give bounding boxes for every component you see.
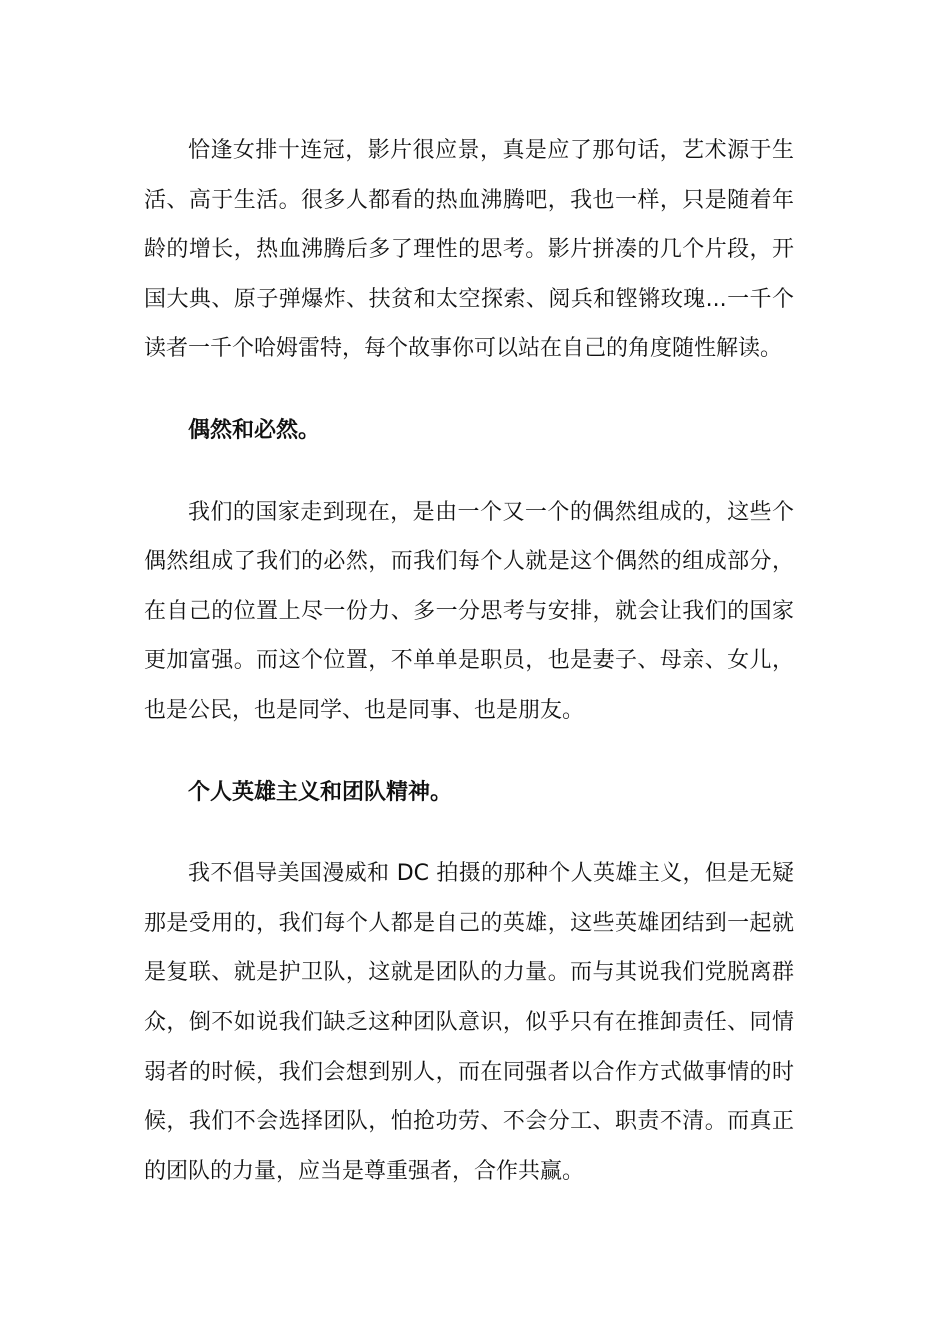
section-body-heroism-and-teamwork: 我不倡导美国漫威和 DC 拍摄的那种个人英雄主义，但是无疑那是受用的，我们每个人都是自己的英雄，这些英雄团结到一起就是复联、就是护卫队，这就是团队的力量。而与其说我们党脱离群众，倒不如说我们缺乏这种团队意识，似乎只有在推卸责任、同情弱者的时候，我们会想到别人，而在同强者以合作方式做事情的时候，我们不会选择团队，怕抢功劳、不会分工、职责不清。而真正的团队的力量，应当是尊重强者，合作共赢。 <box>144 861 794 1184</box>
section-heading-heroism-and-teamwork: 个人英雄主义和团队精神。 <box>188 779 453 805</box>
document-body <box>144 126 794 1196</box>
section-heading-chance-and-necessity: 偶然和必然。 <box>188 417 321 443</box>
paragraph-spacer <box>144 456 794 488</box>
paragraph-spacer <box>144 374 794 406</box>
paragraph-spacer <box>144 736 794 768</box>
intro-paragraph: 恰逢女排十连冠，影片很应景，真是应了那句话，艺术源于生活、高于生活。很多人都看的热血沸腾吧，我也一样，只是随着年龄的增长，热血沸腾后多了理性的思考。影片拼凑的几个片段，开国大典、原子弹爆炸、扶贫和太空探索、阅兵和铿锵玫瑰...一千个读者一千个哈姆雷特，每个故事你可以站在自己的角度随性解读。 <box>144 138 794 362</box>
section-body-chance-and-necessity: 我们的国家走到现在，是由一个又一个的偶然组成的，这些个偶然组成了我们的必然，而我们每个人就是这个偶然的组成部分，在自己的位置上尽一份力、多一分思考与安排，就会让我们的国家更加富强。而这个位置，不单单是职员，也是妻子、母亲、女儿，也是公民，也是同学、也是同事、也是朋友。 <box>144 499 794 723</box>
paragraph-spacer <box>144 817 794 849</box>
